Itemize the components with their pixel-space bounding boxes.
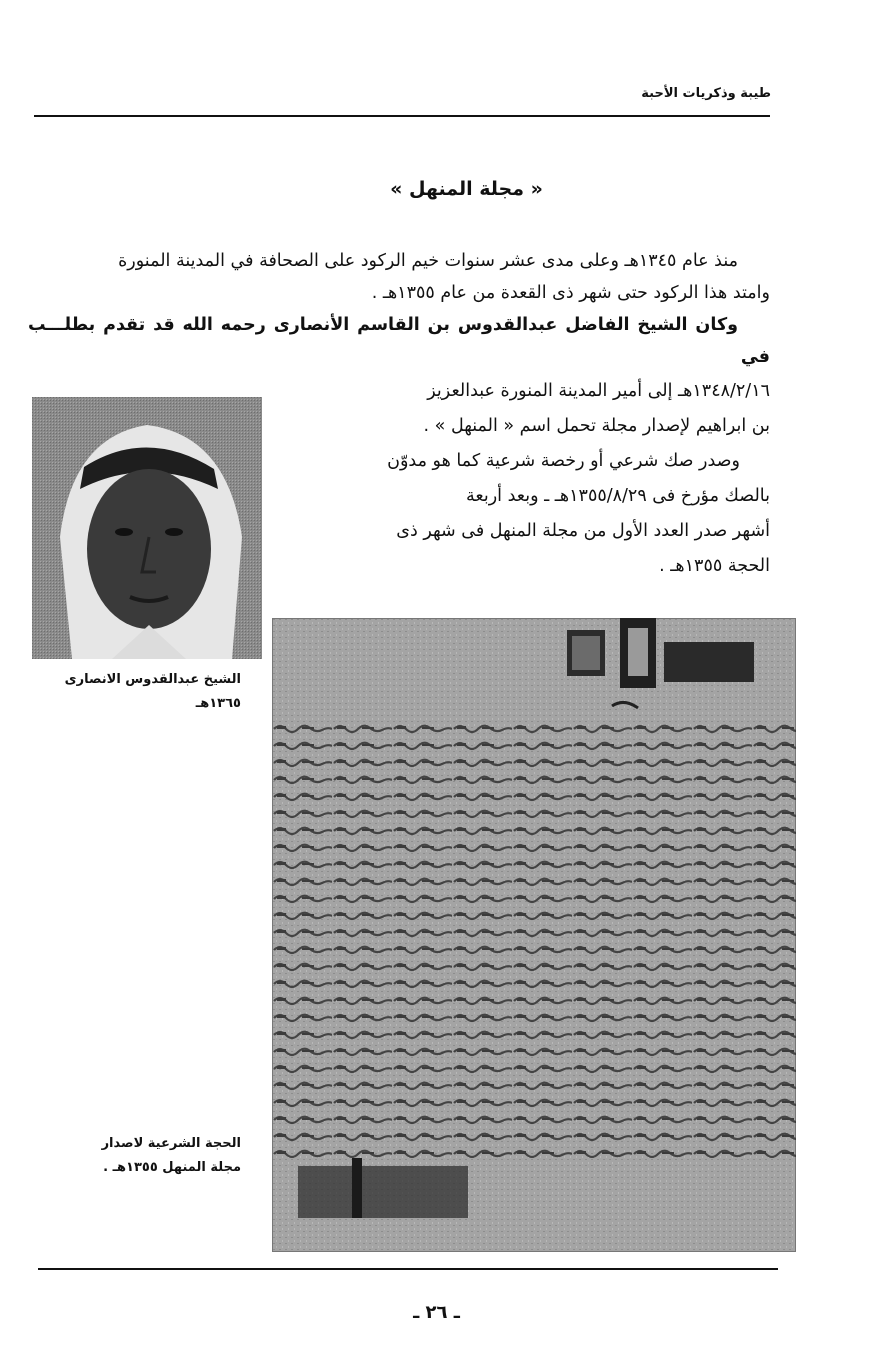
- paragraph-2-line-1: وكان الشيخ الفاضل عبدالقدوس بن القاسم الأنصارى رحمه الله قد تقدم بطلـــب في: [28, 315, 770, 367]
- intro-text: [28, 245, 770, 373]
- portrait-photo: [32, 397, 262, 659]
- page-number: ـ ٢٦ ـ: [413, 1302, 460, 1323]
- document-scan-illustration: [272, 618, 796, 1252]
- paragraph-3-line-3: أشهر صدر العدد الأول من مجلة المنهل فى شهر ذى: [396, 521, 770, 541]
- paragraph-2-line-2: ١٣٤٨/٢/١٦هـ إلى أمير المدينة المنورة عبدالعزيز: [427, 381, 770, 401]
- document-caption-line-1: الحجة الشرعية لاصدار: [101, 1136, 241, 1151]
- paragraph-3-line-2: بالصك مؤرخ فى ١٣٥٥/٨/٢٩هـ ـ وبعد أربعة: [466, 486, 770, 506]
- paragraph-1-line-2: وامتد هذا الركود حتى شهر ذى القعدة من عام ١٣٥٥هـ .: [371, 283, 770, 303]
- document-scan: [272, 618, 796, 1252]
- portrait-illustration: [32, 397, 262, 659]
- portrait-caption: [11, 668, 241, 716]
- document-caption: [21, 1132, 241, 1180]
- footer-rule: [38, 1268, 778, 1270]
- document-caption-line-2: مجلة المنهل ١٣٥٥هـ .: [103, 1160, 241, 1175]
- paragraph-3-line-1: وصدر صك شرعي أو رخصة شرعية كما هو مدوّن: [387, 451, 740, 471]
- portrait-caption-year: ١٣٦٥هـ: [195, 696, 241, 711]
- header-rule: [34, 115, 770, 117]
- paragraph-2-line-3: بن ابراهيم لإصدار مجلة تحمل اسم « المنهل » .: [423, 416, 770, 436]
- paragraph-3-line-4: الحجة ١٣٥٥هـ .: [659, 556, 770, 576]
- running-header: طيبة وذكريات الأحبة: [641, 86, 771, 101]
- paragraph-1-line-1: منذ عام ١٣٤٥هـ وعلى مدى عشر سنوات خيم الركود على الصحافة في المدينة المنورة: [118, 251, 738, 271]
- section-title: « مجلة المنهل »: [390, 178, 543, 200]
- wrapped-text: [318, 374, 770, 584]
- portrait-caption-name: الشيخ عبدالقدوس الانصارى: [64, 672, 241, 687]
